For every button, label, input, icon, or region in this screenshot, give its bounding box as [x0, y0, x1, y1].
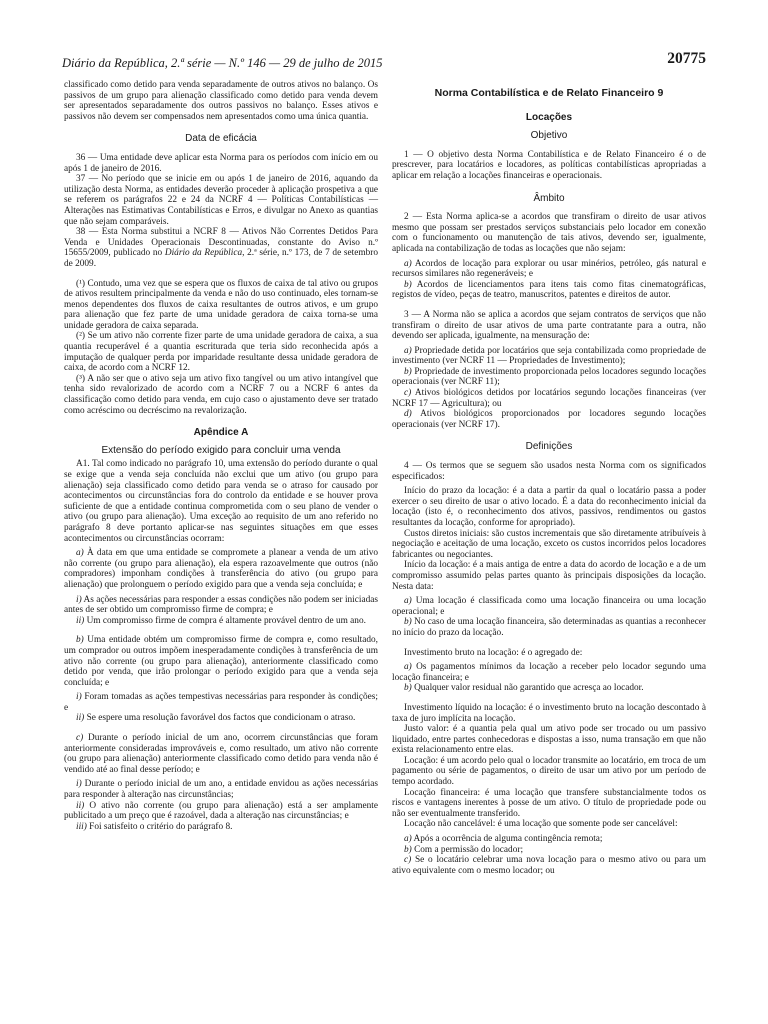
page-number: 20775	[667, 50, 706, 67]
item-2b: b) Acordos de licenciamentos para itens tais como fitas cinematográficas, registos de vídeo, peças de teatro, manuscritos, patentes e direitos de autor.	[392, 279, 706, 301]
page-header	[62, 52, 706, 74]
paragraph-37: 37 — No período que se inicie em ou após 1 de janeiro de 2016, aquando da utilização desta Norma, as entidades deverão proceder à aplicação prospetiva a que se referem os parágrafos 22 e 24 da NCRF 4 — Políticas Contabilísticas — Alterações nas Estimativas Contabilísticas e Erros, e divulgar no Anexo as quantias que não sejam comparáveis.	[64, 174, 378, 227]
item-gross-a: a) Os pagamentos mínimos da locação a receber pelo locador segundo uma locação financeira; e	[392, 662, 706, 683]
journal-title: Diário da República, 2.ª série — N.º 146 — 29 de julho de 2015	[62, 56, 383, 70]
norm-title: Norma Contabilística e de Relato Financeiro 9	[434, 87, 664, 99]
paragraph-3: 3 — A Norma não se aplica a acordos que sejam contratos de serviços que não transfiram o direito de usar ativos de uma parte contratante para a outra, não devendo ser aplicada, igualmente, na mensuração de:	[392, 309, 706, 342]
item-c-i: i) Durante o período inicial de um ano, a entidade envidou as ações necessárias para responder à alteração nas circunstâncias;	[64, 779, 378, 801]
item-3b: b) Propriedade de investimento proporcionada pelos locadores segundo locações operacionais (ver NCRF 11);	[392, 366, 706, 388]
heading-definitions: Definições	[525, 441, 573, 453]
item-c-ii: ii) O ativo não corrente (ou grupo para alienação) está a ser amplamente publicitado a um preço que é razoável, dada a alteração nas circunstâncias; e	[64, 800, 378, 822]
item-noncancel-b: b) Com a permissão do locador;	[404, 844, 524, 855]
definition-net-investment: Investimento líquido na locação: é o investimento bruto na locação descontado à taxa de juro implícita na locação.	[392, 702, 706, 724]
item-a: a) À data em que uma entidade se compromete a planear a venda de um ativo não corrente (ou grupo para alienação), ela espera razoavelmente que outros (não compradores) imponham condições à transferência do ativo (ou grupo para alienação) que prolonguem o período exigido para que a venda seja concluída; e	[64, 548, 378, 590]
paragraph-2: 2 — Esta Norma aplica-se a acordos que transfiram o direito de usar ativos mesmo que possam ser prestados serviços substanciais pelo locador em conexão com o funcionamento ou manutenção de tais ativos, devendo ser, igualmente, aplicada na contabilização de todas as locações que não sejam:	[392, 212, 706, 254]
definition-lease-inception: Início da locação: é a mais antiga de entre a data do acordo de locação e a de um compromisso assumido pelas partes quanto às principais disposições da locação. Nesta data:	[392, 560, 706, 592]
item-a-ii: ii) Um compromisso firme de compra é altamente provável dentro de um ano.	[76, 615, 366, 626]
item-inception-b: b) No caso de uma locação financeira, são determinadas as quantias a reconhecer no início do prazo da locação.	[392, 617, 706, 638]
item-b: b) Uma entidade obtém um compromisso firme de compra e, como resultado, um comprador ou outros impõem inesperadamente condições à transferência de um ativo não corrente (ou grupo para alienação), anteriormente classificado como detido por venda, que irão prolongar o período exigido para que a venda seja concluída; e	[64, 635, 378, 688]
footnote-3: (³) A não ser que o ativo seja um ativo fixo tangível ou um ativo intangível que tenha sido revalorizado de acordo com a NCRF 7 ou a NCRF 6 antes da classificação como detido para venda, em cujo caso o ajustamento deve ser tratado como acréscimo ou decréscimo na revalorização.	[64, 373, 378, 416]
heading-leases: Locações	[525, 111, 573, 123]
item-inception-a: a) Uma locação é classificada como uma locação financeira ou uma locação operacional; e	[392, 596, 706, 617]
paragraph-1: 1 — O objetivo desta Norma Contabilística e de Relato Financeiro é o de prescrever, para locatários e locadores, as políticas contabilísticas apropriadas a aplicar em relação a locações financeiras e operacionais.	[392, 149, 706, 181]
heading-appendix: Apêndice A	[193, 427, 249, 439]
item-3d: d) Ativos biológicos proporcionados por locadores segundo locações operacionais (ver NCRF 17).	[392, 409, 706, 430]
heading-objective: Objetivo	[530, 130, 568, 142]
heading-efficacy: Data de eficácia	[185, 133, 257, 145]
item-c: c) Durante o período inicial de um ano, ocorrem circunstâncias que foram anteriormente consideradas improváveis e, como resultado, um ativo não corrente (ou grupo para alienação) anteriormente classificado como detido para venda não é vendido até ao final desse período; e	[64, 733, 378, 775]
item-3c: c) Ativos biológicos detidos por locatários segundo locações financeiras (ver NCRF 17 — Agricultura); ou	[392, 388, 706, 409]
intro-paragraph: classificado como detido para venda separadamente de outros ativos no balanço. Os passivos de um grupo para alienação classificado como detido para venda devem ser apresentados separadamente dos outros passivos no balanço. Esses ativos e passivos não devem ser compensados nem apresentados como uma única quantia.	[64, 80, 378, 122]
item-c-iii: iii) Foi satisfeito o critério do parágrafo 8.	[76, 821, 233, 832]
heading-extension: Extensão do período exigido para concluir uma venda	[101, 444, 341, 456]
paragraph-38: 38 — Esta Norma substitui a NCRF 8 — Ativos Não Correntes Detidos Para Venda e Unidades Operacionais Descontinuadas, constante do Aviso n.º 15655/2009, publicado no Diário da República, 2.ª série, n.º 173, de 7 de setembro de 2009.	[64, 227, 379, 269]
item-3a: a) Propriedade detida por locatários que seja contabilizada como propriedade de investimento (ver NCRF 11 — Propriedades de Investimento);	[392, 345, 706, 367]
right-column	[392, 80, 706, 876]
footnote-2: (²) Se um ativo não corrente fizer parte de uma unidade geradora de caixa, a sua quantia recuperável é a quantia escriturada que teria sido reconhecida após a imputação de qualquer perda por imparidade resultante dessa unidade geradora de caixa, de acordo com a NCRF 12.	[64, 331, 378, 374]
item-a-i: i) As ações necessárias para responder a essas condições não podem ser iniciadas antes de ser obtido um compromisso firme de compra; e	[64, 594, 378, 616]
definition-non-cancellable-lease: Locação não cancelável: é uma locação que somente pode ser cancelável:	[404, 819, 678, 830]
item-gross-b: b) Qualquer valor residual não garantido que acresça ao locador.	[404, 683, 644, 694]
footnote-1: (¹) Contudo, uma vez que se espera que os fluxos de caixa de tal ativo ou grupos de ativos resultem principalmente da venda e não do uso continuado, eles tornam-se menos dependentes dos fluxos de caixa resultantes de outros ativos, e um grupo para alienação que fez parte de uma unidade geradora de caixa torna-se uma unidade geradora de caixa separada.	[64, 278, 378, 331]
paragraph-a1: A1. Tal como indicado no parágrafo 10, uma extensão do período durante o qual se exige que a venda seja concluída não exclui que um ativo (ou grupo para alienação) seja classificado como detido para venda se o atraso for causado por acontecimentos ou circunstâncias fora do controlo da entidade e se houver prova suficiente de que a entidade continua comprometida com o seu plano de vender o ativo (ou grupo para alienação). Uma exceção ao requisito de um ano referido no parágrafo 8 deve portanto aplicar-se nas seguintes situações em que esses acontecimentos ou circunstâncias ocorram:	[64, 459, 378, 544]
definition-finance-lease: Locação financeira: é uma locação que transfere substancialmente todos os riscos e vantagens inerentes à posse de um ativo. O título de propriedade pode ou não ser eventualmente transferido.	[392, 787, 706, 819]
definition-initial-direct-costs: Custos diretos iniciais: são custos incrementais que são diretamente atribuíveis à negociação e aceitação de uma locação, exceto os custos incorridos pelos locadores fabricantes ou negociantes.	[392, 528, 706, 560]
item-2a: a) Acordos de locação para explorar ou usar minérios, petróleo, gás natural e recursos similares não regeneráveis; e	[392, 258, 706, 280]
paragraph-36: 36 — Uma entidade deve aplicar esta Norma para os períodos com início em ou após 1 de janeiro de 2016.	[64, 152, 378, 174]
item-noncancel-a: a) Após a ocorrência de alguma contingência remota;	[404, 834, 603, 845]
item-b-ii: ii) Se espere uma resolução favorável dos factos que condicionam o atraso.	[76, 713, 356, 724]
paragraph-4: 4 — Os termos que se seguem são usados nesta Norma com os significados especificados:	[392, 461, 706, 482]
definition-gross-investment: Investimento bruto na locação: é o agregado de:	[404, 647, 583, 658]
item-b-i: i) Foram tomadas as ações tempestivas necessárias para responder às condições; e	[64, 692, 378, 713]
heading-scope: Âmbito	[533, 192, 565, 204]
definition-lease: Locação: é um acordo pelo qual o locador transmite ao locatário, em troca de um pagamento ou série de pagamentos, o direito de usar um ativo por um período de tempo acordado.	[392, 755, 706, 788]
left-column	[64, 80, 378, 832]
item-noncancel-c: c) Se o locatário celebrar uma nova locação para o mesmo ativo ou para um ativo equivalente com o mesmo locador; ou	[392, 855, 706, 876]
definition-fair-value: Justo valor: é a quantia pela qual um ativo pode ser trocado ou um passivo liquidado, entre partes conhecedoras e dispostas a isso, numa transação em que não exista relacionamento entre elas.	[392, 724, 706, 756]
definition-lease-term-start: Início do prazo da locação: é a data a partir da qual o locatário passa a poder exercer o seu direito de usar o ativo locado. É a data do reconhecimento inicial da locação (isto é, o reconhecimento dos ativos, passivos, rendimentos ou gastos resultantes da locação, conforme for apropriado).	[392, 486, 706, 528]
